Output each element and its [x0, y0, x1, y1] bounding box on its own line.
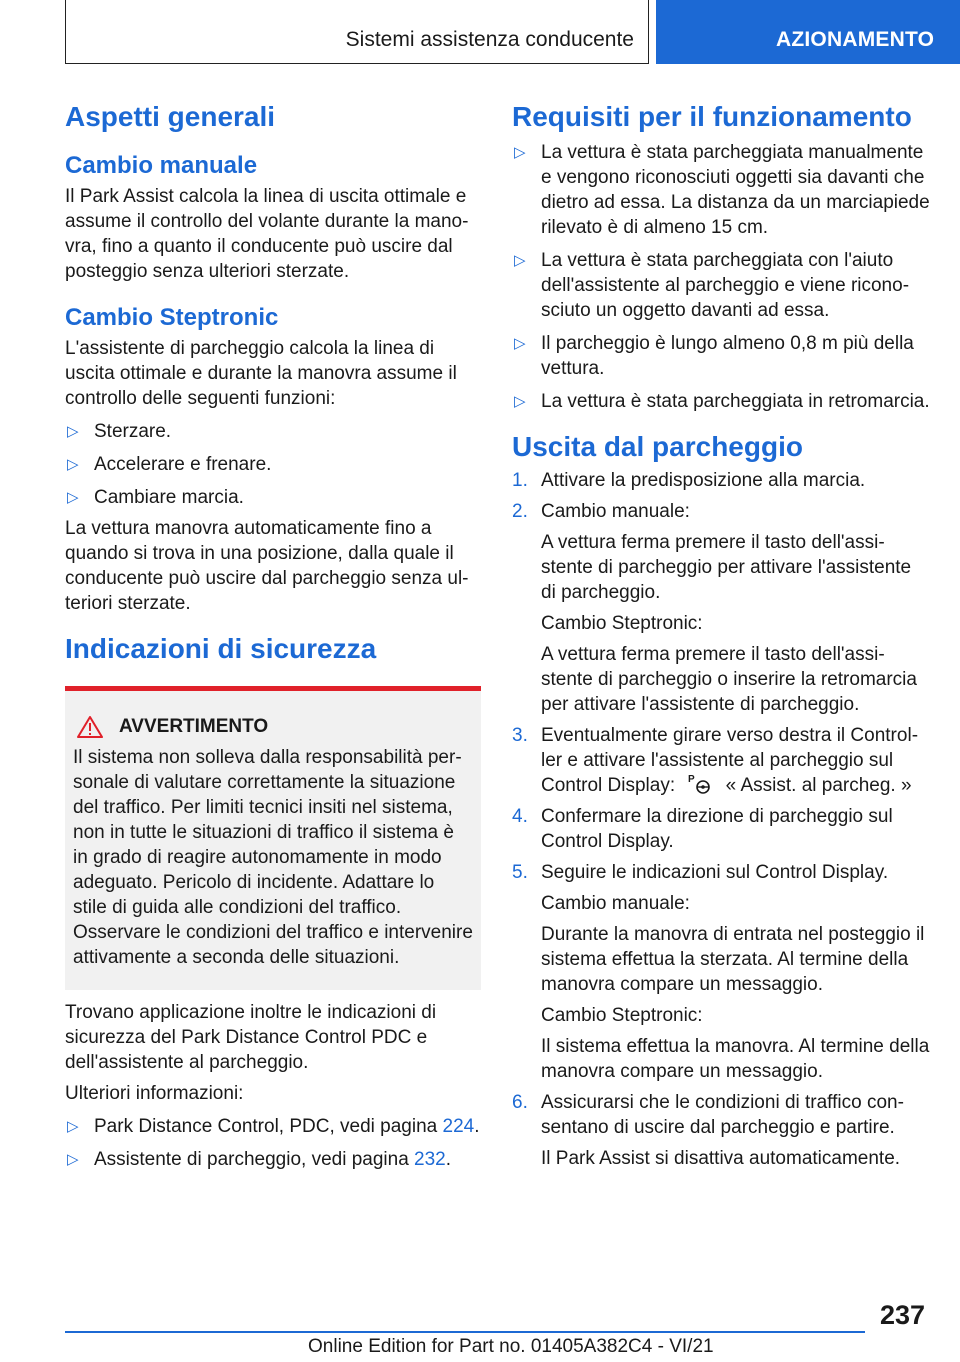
list-item: ▷ La vettura è stata parcheggiata in retromarcia. — [514, 391, 930, 412]
header-section-title: Sistemi assistenza conducente — [345, 28, 634, 51]
right-column — [512, 98, 930, 1171]
triangle-bullet-icon: ▷ — [67, 423, 79, 440]
header-section-box — [65, 0, 649, 64]
list-item: ▷ Accelerare e frenare. — [67, 454, 272, 475]
para-steptronic: L'assistente di parcheggio calcola la linea di uscita ottimale e durante la manovra assume il controllo delle seguenti funzioni: — [65, 338, 457, 409]
header-chapter-title: AZIONAMENTO — [776, 28, 935, 51]
warning-text: Il sistema non solleva dalla responsabilità personale di valutare correttamente la situazione del traffico. Per limiti tecnici insiti nel sistema, non in tutte le situazioni di traffico il sistema è in grado di reagire autonomamente in modo adeguato. Pericolo di incidente. Adattare lo stile di guida alle condizioni del traffico. Osservare le condizioni del traffico e intervenire attivamente a seconda delle situazioni. — [73, 747, 473, 968]
step-subtext: Cambio Steptronic: — [541, 1005, 703, 1026]
menu-item-label: « Assist. al parcheg. » — [725, 775, 912, 796]
steps-list — [512, 468, 930, 1171]
warning-title: AVVERTIMENTO — [119, 716, 269, 737]
step-subtext: Cambio manuale: — [541, 893, 690, 914]
triangle-bullet-icon: ▷ — [67, 456, 79, 473]
step-item: 2. Cambio manuale: — [512, 501, 690, 522]
step-item: 3. Eventualmente girare verso destra il Controller e attivare l'assistente al parcheggio sul Control Display: P « Assist. al parcheg. » — [512, 725, 919, 796]
step-subtext: Cambio Steptronic: — [541, 613, 703, 634]
svg-text:P: P — [688, 774, 696, 785]
triangle-bullet-icon: ▷ — [67, 1118, 79, 1135]
heading-exit: Uscita dal parcheggio — [512, 431, 803, 462]
heading-safety: Indicazioni di sicurezza — [65, 633, 377, 664]
list-item: ▷ Assistente di parcheggio, vedi pagina 232. — [67, 1149, 452, 1170]
footer-divider — [65, 1331, 865, 1333]
step-item: 5. Seguire le indicazioni sul Control Display. — [512, 862, 889, 883]
heading-manual: Cambio manuale — [65, 152, 258, 179]
para-apply: Trovano applicazione inoltre le indicazioni di sicurezza del Park Distance Control PDC e dell'assistente al parcheggio. — [65, 1002, 437, 1073]
left-column — [65, 98, 481, 1172]
step-subtext: Durante la manovra di entrata nel posteggio il sistema effettua la sterzata. Al termine della manovra compare un messaggio. — [541, 924, 925, 995]
triangle-bullet-icon: ▷ — [514, 335, 526, 352]
step-subtext: Il sistema effettua la manovra. Al termine della manovra compare un messaggio. — [541, 1036, 930, 1082]
list-item: ▷ Park Distance Control, PDC, vedi pagina 224. — [67, 1116, 480, 1137]
warning-header — [73, 713, 473, 741]
para-more-info: Ulteriori informazioni: — [65, 1083, 244, 1104]
step-item: 1. Attivare la predisposizione alla marcia. — [512, 470, 866, 491]
triangle-bullet-icon: ▷ — [514, 393, 526, 410]
requirements-list — [512, 140, 930, 414]
step-subtext: A vettura ferma premere il tasto dell'assistente di parcheggio o inserire la retromarcia per attivare l'assistente di parcheggio. — [541, 644, 917, 715]
step-subtext: A vettura ferma premere il tasto dell'assistente di parcheggio per attivare l'assistente di parcheggio. — [541, 532, 912, 603]
reference-list — [65, 1114, 481, 1172]
heading-requirements: Requisiti per il funzionamento — [512, 101, 912, 132]
list-item: ▷ Il parcheggio è lungo almeno 0,8 m più della vettura. — [514, 333, 914, 379]
header-chapter-tab[interactable] — [656, 0, 960, 64]
step-item: 4. Confermare la direzione di parcheggio sul Control Display. — [512, 806, 893, 852]
triangle-bullet-icon: ▷ — [67, 1151, 79, 1168]
list-item: ▷ Cambiare marcia. — [67, 487, 244, 508]
para-manual: Il Park Assist calcola la linea di uscita ottimale e assume il controllo del volante durante la manovra, fino a quanto il conducente può uscire dal posteggio senza ulteriori sterzate. — [65, 186, 469, 282]
step-item: 6. Assicurarsi che le condizioni di traffico consentano di uscire dal parcheggio e partire. — [512, 1092, 904, 1138]
page-link-232[interactable]: 232 — [414, 1149, 446, 1170]
list-item: ▷ La vettura è stata parcheggiata manualmente e vengono riconosciuti oggetti sia davanti che dietro ad essa. La distanza da un marciapiede rilevato è di almeno 15 cm. — [514, 142, 930, 238]
para-automatic: La vettura manovra automaticamente fino a quando si trova in una posizione, dalla quale il conducente può uscire dal parcheggio senza ulteriori sterzate. — [65, 518, 469, 614]
heading-steptronic: Cambio Steptronic — [65, 304, 279, 331]
triangle-bullet-icon: ▷ — [67, 489, 79, 506]
warning-triangle-icon — [77, 715, 103, 739]
function-list — [65, 419, 481, 510]
park-assist-icon — [686, 773, 716, 795]
edition-note: Online Edition for Part no. 01405A382C4 - VI/21 — [308, 1336, 714, 1357]
heading-general: Aspetti generali — [65, 101, 276, 132]
page-link-224[interactable]: 224 — [442, 1116, 475, 1137]
list-item: ▷ Sterzare. — [67, 421, 172, 442]
page-number: 237 — [880, 1300, 926, 1330]
warning-box — [65, 686, 481, 990]
list-item: ▷ La vettura è stata parcheggiata con l'aiuto dell'assistente al parcheggio e viene riconosciuto un oggetto davanti ad essa. — [514, 250, 910, 321]
triangle-bullet-icon: ▷ — [514, 144, 526, 161]
step-subtext: Il Park Assist si disattiva automaticamente. — [541, 1148, 901, 1169]
triangle-bullet-icon: ▷ — [514, 252, 526, 269]
